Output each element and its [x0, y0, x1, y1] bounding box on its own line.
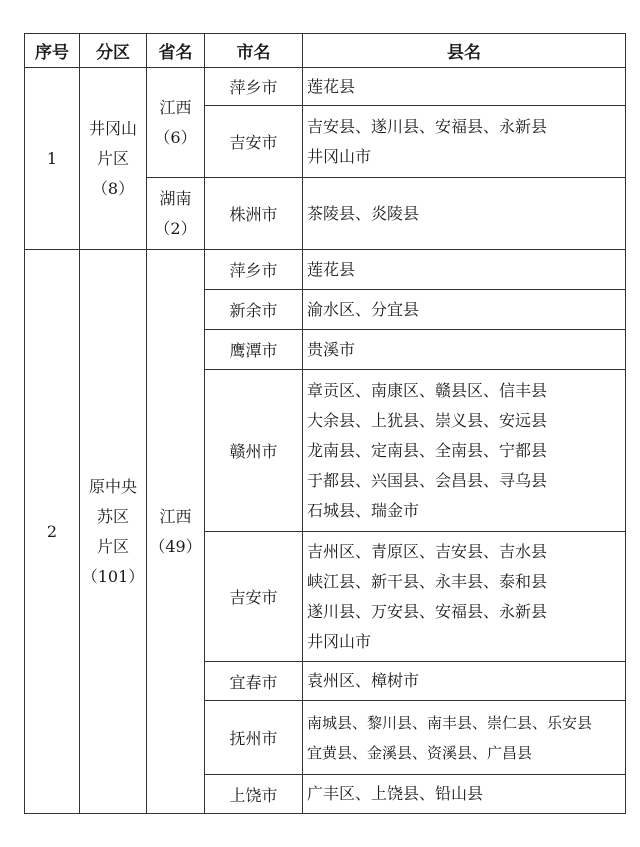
table-row [25, 250, 626, 290]
group-index: 2 [25, 250, 80, 814]
county-list [303, 662, 626, 701]
zone-name-line: 苏区 [96, 506, 129, 526]
header-county: 县名 [303, 34, 626, 68]
county-list [303, 250, 626, 290]
county-list [303, 330, 626, 370]
zone-name-line: 片区 [96, 536, 129, 556]
county-line: 南城县、黎川县、南丰县、崇仁县、乐安县 [307, 713, 593, 732]
city-name: 吉安市 [205, 532, 303, 662]
county-line: 宜黄县、金溪县、资溪县、广昌县 [307, 743, 533, 762]
header-row [25, 34, 626, 68]
county-line: 遂川县、万安县、安福县、永新县 [307, 601, 548, 621]
header-city: 市名 [205, 34, 303, 68]
county-line: 章贡区、南康区、赣县区、信丰县 [307, 380, 548, 400]
city-name: 吉安市 [205, 106, 303, 178]
city-name: 上饶市 [205, 775, 303, 814]
county-list [303, 532, 626, 662]
zone-name-line: 原中央 [88, 476, 137, 496]
county-line: 大余县、上犹县、崇义县、安远县 [307, 410, 548, 430]
province-name: 湖南 [159, 188, 192, 208]
county-line: 吉州区、青原区、吉安县、吉水县 [307, 541, 548, 561]
county-list [303, 370, 626, 532]
city-name: 萍乡市 [205, 250, 303, 290]
zone-count: （101） [81, 566, 145, 586]
county-list [303, 775, 626, 814]
city-name: 鹰潭市 [205, 330, 303, 370]
county-line: 井冈山市 [307, 146, 372, 166]
header-zone: 分区 [80, 34, 147, 68]
region-table [24, 33, 626, 814]
county-line: 井冈山市 [307, 631, 372, 651]
county-list [303, 68, 626, 106]
zone-name-line: 井冈山 [88, 118, 137, 138]
city-name: 株洲市 [205, 178, 303, 250]
city-name: 新余市 [205, 290, 303, 330]
county-line: 莲花县 [307, 76, 356, 96]
city-name: 萍乡市 [205, 68, 303, 106]
zone-name-line: 片区 [96, 148, 129, 168]
county-line: 石城县、瑞金市 [307, 500, 420, 520]
county-line: 袁州区、樟树市 [307, 671, 420, 690]
county-line: 于都县、兴国县、会昌县、寻乌县 [307, 470, 548, 490]
county-line: 茶陵县、炎陵县 [307, 203, 420, 223]
province-cell [147, 250, 205, 814]
county-line: 贵溪市 [307, 339, 356, 359]
zone-count: （8） [91, 178, 135, 198]
county-line: 渝水区、分宜县 [307, 299, 420, 319]
county-list [303, 701, 626, 775]
province-count: （6） [154, 127, 197, 147]
county-line: 峡江县、新干县、永丰县、泰和县 [307, 571, 548, 591]
zone-cell [80, 250, 147, 814]
county-list [303, 290, 626, 330]
group-index: 1 [25, 68, 80, 250]
city-name: 抚州市 [205, 701, 303, 775]
city-name: 赣州市 [205, 370, 303, 532]
province-name: 江西 [159, 97, 192, 117]
city-name: 宜春市 [205, 662, 303, 701]
province-name: 江西 [159, 506, 192, 526]
province-cell [147, 68, 205, 178]
province-count: （49） [149, 536, 202, 556]
province-count: （2） [154, 218, 197, 238]
county-line: 吉安县、遂川县、安福县、永新县 [307, 116, 548, 136]
county-list [303, 106, 626, 178]
county-line: 广丰区、上饶县、铅山县 [307, 784, 484, 803]
county-line: 莲花县 [307, 259, 356, 279]
table-row [25, 68, 626, 106]
county-line: 龙南县、定南县、全南县、宁都县 [307, 440, 548, 460]
header-index: 序号 [25, 34, 80, 68]
zone-cell [80, 68, 147, 250]
county-list [303, 178, 626, 250]
province-cell [147, 178, 205, 250]
header-province: 省名 [147, 34, 205, 68]
